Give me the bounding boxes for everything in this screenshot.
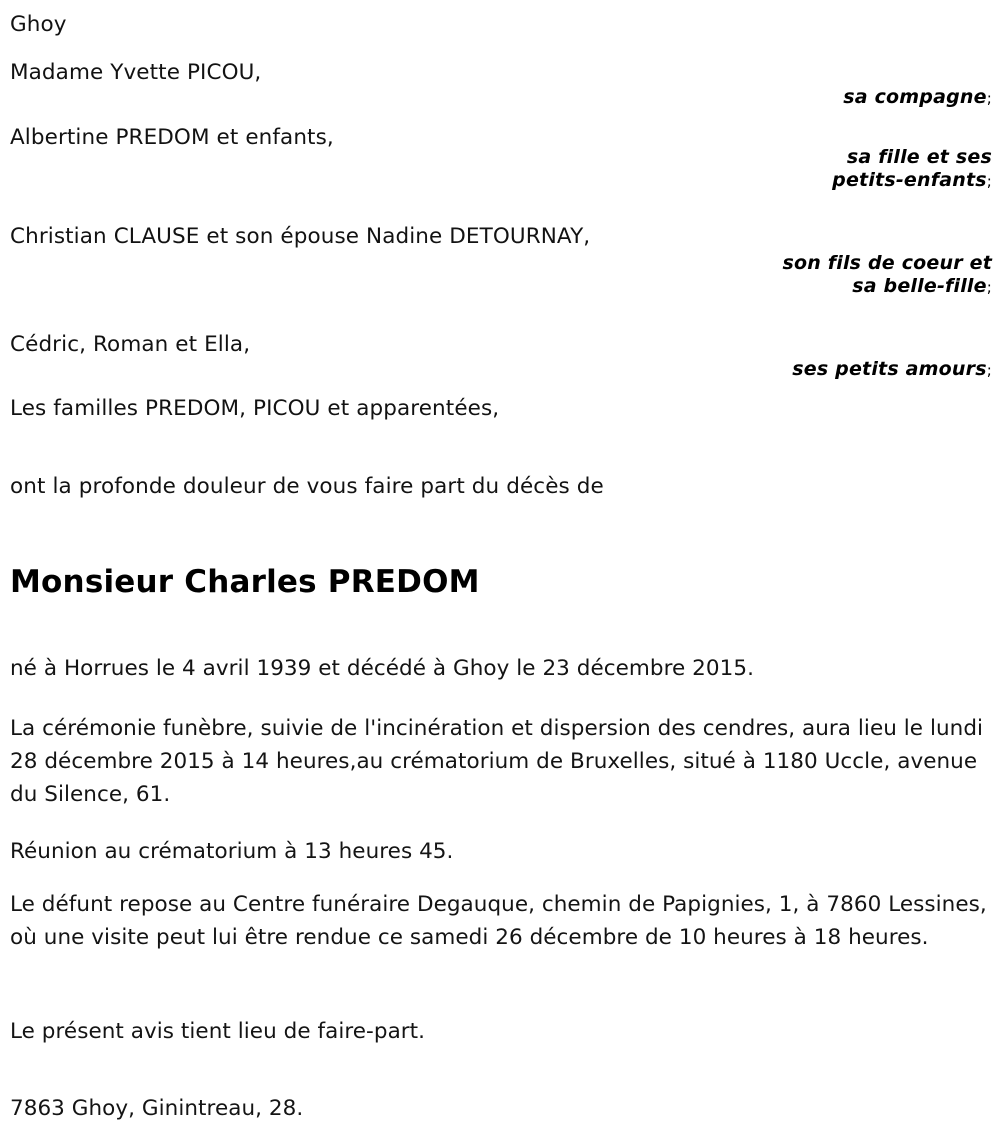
notice-row-families (0, 398, 1000, 420)
relation-label-fils-line2 (10, 275, 992, 299)
relation-label-fils-line1: son fils de coeur et (782, 252, 992, 274)
relation-label-compagne (10, 86, 992, 110)
family-address: 7863 Ghoy, Ginintreau, 28. (10, 1095, 304, 1121)
notice-row-intro (0, 476, 1000, 498)
relation-fille (0, 146, 1000, 193)
reunion-details: Réunion au crématorium à 13 heures 45. (10, 838, 454, 864)
notice-row-locality (0, 14, 1000, 36)
repose-details: Le défunt repose au Centre funéraire Degauque, chemin de Papignies, 1, à 7860 Lessines, où une visite peut lui être rendue ce samedi 26 décembre de 10 heures à 18 heures. (10, 891, 987, 950)
relation-petits-amours (0, 358, 1000, 382)
notice-row-compagne (0, 62, 1000, 84)
relation-text-compagne: sa compagne (843, 86, 987, 108)
relation-semicolon: ; (986, 361, 992, 379)
relation-compagne (0, 86, 1000, 110)
families-line: Les familles PREDOM, PICOU et apparentées, (10, 396, 500, 421)
relation-semicolon: ; (986, 278, 992, 296)
person-name-cedric-roman-ella: Cédric, Roman et Ella, (10, 332, 251, 357)
relation-label-fille-line2 (10, 169, 992, 193)
relation-text-petits-enfants: petits-enfants (832, 169, 987, 191)
notice-row-fils (0, 226, 1000, 248)
relation-text-petits-amours: ses petits amours (792, 358, 987, 380)
relation-semicolon: ; (986, 172, 992, 190)
ceremony-details: La cérémonie funèbre, suivie de l'incinération et dispersion des cendres, aura lieu le lundi 28 décembre 2015 à 14 heures,au crématorium de Bruxelles, situé à 1180 Uccle, avenue du Silence, 61. (10, 715, 984, 807)
person-name-christian: Christian CLAUSE et son épouse Nadine DETOURNAY, (10, 224, 591, 249)
deceased-full-name: Monsieur Charles PREDOM (10, 563, 480, 600)
relation-text-belle-fille: sa belle-fille (852, 275, 987, 297)
locality-header: Ghoy (10, 12, 67, 37)
person-name-picou: Madame Yvette PICOU, (10, 60, 262, 85)
notice-row-petits-amours (0, 334, 1000, 356)
relation-fils (0, 252, 1000, 299)
notice-statement: Le présent avis tient lieu de faire-part. (10, 1018, 426, 1044)
birth-death-line: né à Horrues le 4 avril 1939 et décédé à Ghoy le 23 décembre 2015. (10, 655, 754, 681)
relation-semicolon: ; (986, 89, 992, 107)
person-name-albertine: Albertine PREDOM et enfants, (10, 125, 334, 150)
intro-sentence: ont la profonde douleur de vous faire part du décès de (10, 474, 604, 499)
relation-label-petits-amours (10, 358, 992, 382)
relation-label-fille-line1: sa fille et ses (846, 146, 992, 168)
